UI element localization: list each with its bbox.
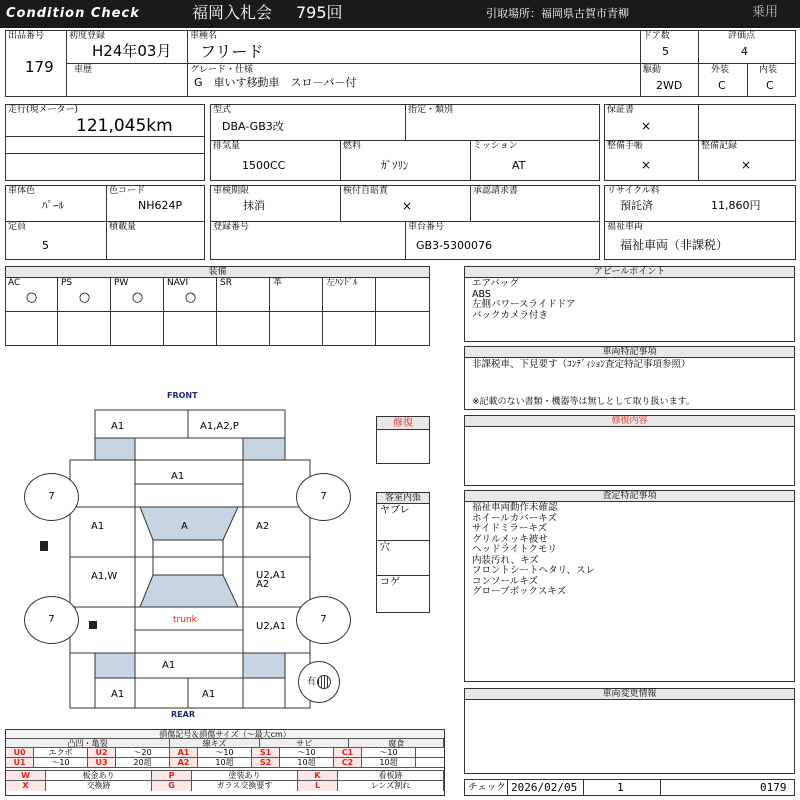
manual-label: 整備手帳	[607, 141, 644, 151]
equipment-label: PW	[114, 278, 129, 288]
grade-value: G 車いす移動車 スロ－パ－付	[194, 76, 357, 89]
mirror-left-icon	[40, 541, 48, 551]
ext-value: C	[718, 79, 726, 92]
special-notes-panel	[464, 346, 795, 410]
legend-code: C1	[334, 748, 362, 757]
model-code-label: 型式	[213, 105, 232, 115]
legend-code: U3	[88, 758, 116, 767]
equipment-item	[5, 277, 58, 346]
special-notes-title: 車両特記事項	[465, 347, 794, 358]
category-label: 乗用	[752, 5, 779, 20]
warranty-label: 保証書	[607, 105, 635, 115]
changes-panel	[464, 688, 795, 774]
insurance-label: 検付自賠責	[343, 186, 389, 196]
equipment-value: ○	[78, 290, 91, 305]
legend-desc: 塗装あり	[192, 771, 298, 780]
equipment-item	[111, 277, 164, 346]
int-value: C	[766, 79, 774, 92]
manual-value: ×	[641, 158, 652, 172]
regno-label: 登録番号	[213, 222, 250, 232]
legend-desc: ～10	[198, 748, 252, 757]
warranty-value: ×	[641, 119, 652, 133]
interior-tear: ヤブレ	[380, 505, 410, 516]
first-reg-value: H24年03月	[92, 42, 172, 60]
record-value: ×	[741, 158, 752, 172]
legend-desc: 交換跡	[46, 781, 152, 791]
recycle-label: リサイクル料	[607, 186, 660, 196]
score-label: 評価点	[728, 31, 756, 41]
legend-group: サビ	[260, 739, 350, 747]
appeal-list: エアバッグ ABS 左側パワースライドドア バックカメラ付き	[472, 278, 576, 321]
session-number: 795回	[296, 3, 343, 22]
equipment-value: ○	[184, 290, 197, 305]
capacity-value: 5	[42, 239, 49, 252]
legend-code: G	[152, 781, 192, 791]
mileage-label: 走行(現メーター)	[8, 105, 79, 115]
color-label: 車体色	[8, 186, 36, 196]
rear-left-mark-icon	[89, 621, 97, 629]
legend-code: U0	[6, 748, 34, 757]
equipment-item	[164, 277, 217, 346]
legend-code: P	[152, 771, 192, 780]
legend-desc: レンズ割れ	[338, 781, 444, 791]
fuel-value: ｶﾞｿﾘﾝ	[381, 159, 409, 172]
mark-fender-right: A2	[256, 521, 270, 532]
equipment-label: AC	[8, 278, 21, 288]
pickup-location: 引取場所：福岡県古賀市青柳	[486, 7, 629, 20]
legend-desc: 板金あり	[46, 771, 152, 780]
mark-windshield: A	[181, 521, 188, 532]
mark-front-left: A1	[111, 421, 125, 432]
assessment-panel	[464, 490, 795, 682]
legend-desc: ガラス交換要す	[192, 781, 298, 791]
mark-quarter-right: U2,A1	[256, 621, 287, 632]
interior-hole: 穴	[380, 542, 390, 553]
legend-code: U2	[88, 748, 116, 757]
legend-desc: 20超	[116, 758, 170, 767]
recycle-status: 預託済	[620, 199, 653, 212]
legend-code: A1	[170, 748, 198, 757]
legend-desc: エクボ	[34, 748, 88, 757]
color-code-value: NH624P	[138, 199, 183, 212]
mark-front-right: A1,A2,P	[200, 421, 239, 432]
approval-label: 承認請求書	[473, 186, 519, 196]
equipment-label: SR	[220, 278, 232, 288]
chassis-value: GB3-5300076	[416, 239, 493, 252]
appeal-title: アピールポイント	[465, 267, 794, 278]
legend-desc: ～10	[34, 758, 88, 767]
history-label: 車歴	[74, 65, 93, 75]
name-label: 車種名	[190, 31, 218, 41]
assessment-title: 査定特記事項	[465, 491, 794, 502]
changes-title: 車両変更情報	[465, 689, 794, 700]
drive-label: 駆動	[643, 65, 662, 75]
check-label: チェック	[468, 782, 506, 793]
lot-label: 出品番号	[8, 31, 45, 41]
legend-code: S2	[252, 758, 280, 767]
equipment-value: ○	[25, 290, 38, 305]
equipment-item	[217, 277, 270, 346]
equipment-item	[323, 277, 376, 346]
model-name: フリード	[200, 42, 264, 61]
mission-value: AT	[512, 159, 526, 172]
insurance-value: ×	[402, 199, 413, 213]
trunk-label: trunk	[173, 615, 197, 625]
legend-panel	[5, 729, 445, 796]
grade-label: グレード・仕様	[190, 65, 254, 75]
equipment-label: NAVI	[167, 278, 189, 288]
auction-name: 福岡入札会	[192, 3, 273, 22]
legend-group: 凸凹・亀裂	[6, 739, 170, 747]
tire-front-right: 7	[296, 473, 351, 521]
legend-desc: 10超	[198, 758, 252, 767]
recycle-fee: 11,860円	[711, 199, 761, 212]
legend-desc: 看板跡	[338, 771, 444, 780]
legend-group: 腐食	[349, 739, 444, 747]
mileage-value: 121,045km	[76, 116, 173, 136]
mission-label: ミッション	[473, 141, 518, 151]
assessment-list: 福祉車両動作未確認 ホイールカバーキズ サイドミラーキズ グリルメッキ被せ ヘッドライトクモリ 内装汚れ、キズ フロントシートヘタリ、スレ コンソールキズ グローブボックスキズ	[472, 502, 596, 597]
capacity-label: 定員	[8, 222, 27, 232]
equipment-label: PS	[61, 278, 73, 288]
tire-rear-right: 7	[296, 596, 351, 644]
mark-hood: A1	[171, 471, 185, 482]
mark-rdoor-right: U2,A1 A2	[256, 570, 287, 590]
tire-front-left: 7	[24, 473, 79, 521]
color-code-label: 色コード	[109, 186, 146, 196]
score-value: 4	[741, 45, 748, 58]
legend-title: 損傷記号＆損傷サイズ（～最大cm）	[6, 730, 444, 739]
color-value: ﾊﾟｰﾙ	[42, 199, 64, 212]
displacement-label: 排気量	[213, 141, 241, 151]
legend-desc: 10超	[280, 758, 334, 767]
special-notes-line2: ※記載のない書類・機器等は無しとして取り扱います。	[472, 397, 695, 407]
repair-title: 修復	[377, 417, 429, 430]
special-notes-line1: 非課税車、下見要す（ｺﾝﾃﾞｨｼｮﾝ査定特記事項参照）	[472, 359, 691, 370]
legend-code: K	[298, 771, 338, 780]
rear-label: REAR	[171, 710, 195, 719]
equipment-label: 革	[273, 278, 283, 288]
appeal-panel	[464, 266, 795, 342]
repair-detail-panel	[464, 415, 795, 486]
header-bar	[0, 0, 800, 28]
check-count: 1	[617, 781, 624, 794]
legend-group: 線キズ	[170, 739, 260, 747]
mark-rear-center: A1	[162, 660, 176, 671]
equipment-value: ○	[131, 290, 144, 305]
tire-rear-left: 7	[24, 596, 79, 644]
legend-code: A2	[170, 758, 198, 767]
load-label: 積載量	[109, 222, 137, 232]
legend-code: C2	[334, 758, 362, 767]
legend-code: X	[6, 781, 46, 791]
inspection-value: 抹消	[243, 199, 265, 212]
legend-desc: ～10	[280, 748, 334, 757]
mileage-sub-box	[5, 153, 205, 181]
repair-box	[376, 416, 430, 464]
color-box	[5, 185, 205, 260]
equipment-label: 左ﾊﾝﾄﾞﾙ	[326, 278, 358, 288]
front-label: FRONT	[167, 391, 198, 400]
check-date: 2026/02/05	[511, 781, 578, 794]
equipment-item	[270, 277, 323, 346]
mark-rdoor-left: A1,W	[91, 571, 118, 582]
welfare-value: 福祉車両（非課税）	[620, 238, 729, 252]
welfare-label: 福祉車両	[607, 222, 644, 232]
mark-rear-right: A1	[202, 689, 216, 700]
brand-title: Condition Check	[6, 6, 140, 21]
legend-desc: 10超	[362, 758, 416, 767]
chassis-label: 車台番号	[408, 222, 445, 232]
mark-fender-left: A1	[91, 521, 105, 532]
legend-code: L	[298, 781, 338, 791]
lot-number: 179	[25, 58, 54, 76]
designation-label: 指定・類別	[408, 105, 454, 115]
spare-wheel-icon	[317, 675, 331, 689]
record-label: 整備記録	[701, 141, 738, 151]
fuel-label: 燃料	[343, 141, 362, 151]
model-code-value: DBA-GB3改	[222, 120, 284, 133]
check-number: 0179	[760, 781, 787, 794]
first-reg-label: 初度登録	[69, 31, 106, 41]
legend-code: S1	[252, 748, 280, 757]
spare-tire	[298, 661, 340, 703]
interior-title: 客室内張	[377, 493, 429, 504]
legend-code: U1	[6, 758, 34, 767]
equipment-title: 装備	[6, 267, 429, 278]
inspection-label: 車検期限	[213, 186, 250, 196]
legend-desc: ～20	[116, 748, 170, 757]
drive-value: 2WD	[656, 79, 683, 92]
doors-value: 5	[662, 45, 669, 58]
legend-desc: ～10	[362, 748, 416, 757]
equipment-item	[58, 277, 111, 346]
legend-code: W	[6, 771, 46, 780]
int-label: 内装	[759, 65, 778, 75]
ext-label: 外装	[711, 65, 730, 75]
spare-label: 有	[306, 677, 316, 687]
doors-label: ドア数	[643, 31, 670, 41]
displacement-value: 1500CC	[242, 159, 286, 172]
repair-detail-title: 修復内容	[465, 416, 794, 427]
interior-burn: コゲ	[380, 577, 400, 588]
mark-rear-left: A1	[111, 689, 125, 700]
